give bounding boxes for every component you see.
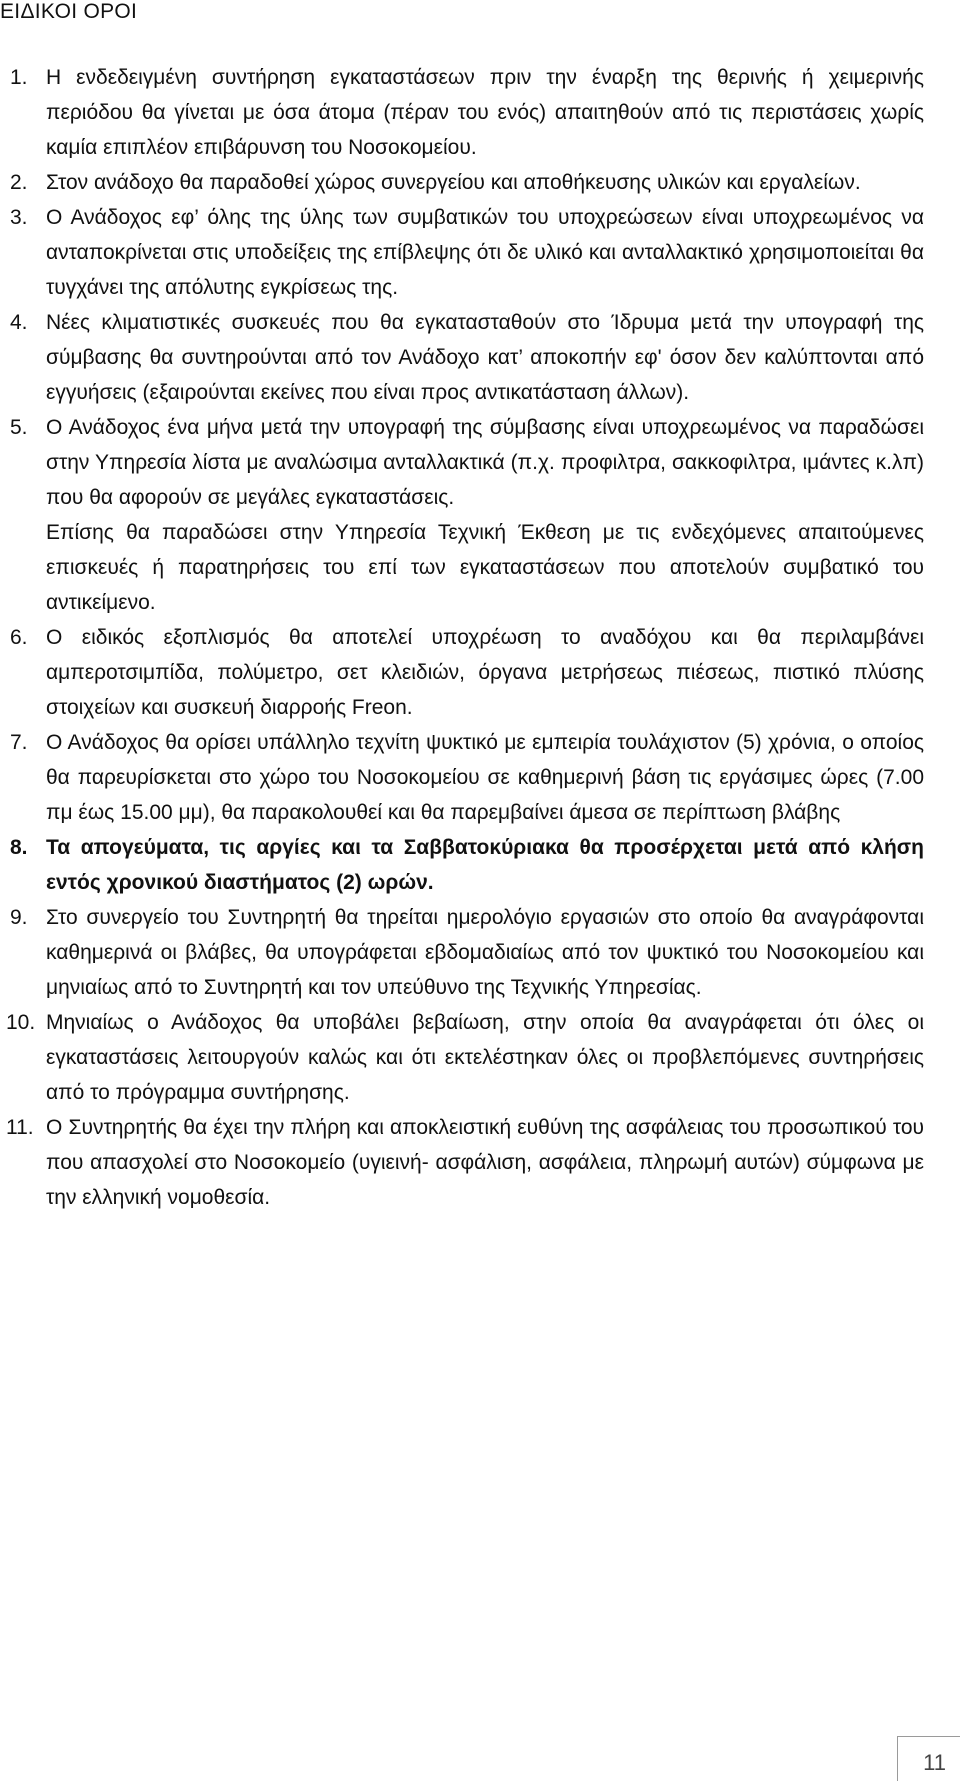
term-number: 4. <box>10 311 28 334</box>
term-number: 6. <box>10 626 28 649</box>
term-item <box>0 830 924 900</box>
term-item <box>0 620 924 725</box>
term-number: 1. <box>10 66 28 89</box>
term-item <box>0 900 924 1005</box>
term-paragraph: Επίσης θα παραδώσει στην Υπηρεσία Τεχνική Έκθεση με τις ενδεχόμενες απαιτούμενες επισκευές ή παρατηρήσεις του επί των εγκαταστάσεων που αποτελούν συμβατικό του αντικείμενο. <box>46 521 924 614</box>
term-paragraph: Ο Ανάδοχος θα ορίσει υπάλληλο τεχνίτη ψυκτικό με εμπειρία τουλάχιστον (5) χρόνια, ο οποίος θα παρευρίσκεται στο χώρο του Νοσοκομείου σε καθημερινή βάση τις εργάσιμες ώρες (7.00 πμ έως 15.00 μμ), θα παρακολουθεί και θα παρεμβαίνει άμεσα σε περίπτωση βλάβης <box>46 731 924 824</box>
term-number: 3. <box>10 206 28 229</box>
term-number: 11. <box>6 1116 34 1139</box>
term-item <box>0 305 924 410</box>
term-paragraph: Ο Συντηρητής θα έχει την πλήρη και αποκλειστική ευθύνη της ασφάλειας του προσωπικού του που απασχολεί στο Νοσοκομείο (υγιεινή- ασφάλιση, ασφάλεια, πληρωμή αυτών) σύμφωνα με την ελληνική νομοθεσία. <box>46 1116 924 1209</box>
term-number: 7. <box>10 731 28 754</box>
term-paragraph: Μηνιαίως ο Ανάδοχος θα υποβάλει βεβαίωση, στην οποία θα αναγράφεται ότι όλες οι εγκαταστάσεις λειτουργούν καλώς και ότι εκτελέστηκαν όλες οι προβλεπόμενες συντηρήσεις από το πρόγραμμα συντήρησης. <box>46 1011 924 1104</box>
term-number: 10. <box>6 1011 36 1034</box>
special-terms-list <box>0 60 924 1215</box>
term-item <box>0 165 924 200</box>
term-text <box>46 200 924 305</box>
term-item <box>0 410 924 620</box>
term-text <box>46 410 924 620</box>
term-text <box>46 165 924 200</box>
term-paragraph: Τα απογεύματα, τις αργίες και τα Σαββατοκύριακα θα προσέρχεται μετά από κλήση εντός χρονικού διαστήματος (2) ωρών. <box>46 836 924 894</box>
term-text <box>46 830 924 900</box>
term-text <box>46 305 924 410</box>
term-text <box>46 1110 924 1215</box>
term-text <box>46 60 924 165</box>
term-item <box>0 60 924 165</box>
term-number: 9. <box>10 906 28 929</box>
term-text <box>46 725 924 830</box>
term-text <box>46 1005 924 1110</box>
term-paragraph: Η ενδεδειγμένη συντήρηση εγκαταστάσεων πριν την έναρξη της θερινής ή χειμερινής περιόδου θα γίνεται με όσα άτομα (πέραν του ενός) απαιτηθούν από τις περιστάσεις χωρίς καμία επιπλέον επιβάρυνση του Νοσοκομείου. <box>46 66 924 159</box>
term-paragraph: Στο συνεργείο του Συντηρητή θα τηρείται ημερολόγιο εργασιών στο οποίο θα αναγράφονται καθημερινά οι βλάβες, θα υπογράφεται εβδομαδιαίως από τον ψυκτικό του Νοσοκομείου και μηνιαίως από το Συντηρητή και τον υπεύθυνο της Τεχνικής Υπηρεσίας. <box>46 906 924 999</box>
page-number: 11 <box>923 1750 946 1775</box>
term-item <box>0 1110 924 1215</box>
term-item <box>0 725 924 830</box>
term-item <box>0 1005 924 1110</box>
term-paragraph: Ο Ανάδοχος εφ’ όλης της ύλης των συμβατικών του υποχρεώσεων είναι υποχρεωμένος να ανταποκρίνεται στις υποδείξεις της επίβλεψης ότι δε υλικό και ανταλλακτικό χρησιμοποιείται θα τυγχάνει της απόλυτης εγκρίσεως της. <box>46 206 924 299</box>
term-item <box>0 200 924 305</box>
term-paragraph: Νέες κλιματιστικές συσκευές που θα εγκατασταθούν στο Ίδρυμα μετά την υπογραφή της σύμβασης θα συντηρούνται από τον Ανάδοχο κατ’ αποκοπήν εφ' όσον δεν καλύπτονται από εγγυήσεις (εξαιρούνται εκείνες που είναι προς αντικατάσταση άλλων). <box>46 311 924 404</box>
term-paragraph: Ο ειδικός εξοπλισμός θα αποτελεί υποχρέωση το αναδόχου και θα περιλαμβάνει αμπεροτσιμπίδα, πολύμετρο, σετ κλειδιών, όργανα μετρήσεως πιέσεως, πιστικό πλύσης στοιχείων και συσκευή διαρροής Freon. <box>46 626 924 719</box>
term-paragraph: Στον ανάδοχο θα παραδοθεί χώρος συνεργείου και αποθήκευσης υλικών και εργαλείων. <box>46 171 861 194</box>
term-paragraph: Ο Ανάδοχος ένα μήνα μετά την υπογραφή της σύμβασης είναι υποχρεωμένος να παραδώσει στην Υπηρεσία λίστα με αναλώσιμα ανταλλακτικά (π.χ. προφιλτρα, σακκοφιλτρα, ιμάντες κ.λπ) που θα αφορούν σε μεγάλες εγκαταστάσεις. <box>46 416 924 509</box>
term-text <box>46 900 924 1005</box>
term-number: 2. <box>10 171 28 194</box>
term-number: 8. <box>10 836 28 859</box>
term-number: 5. <box>10 416 28 439</box>
section-heading: ΕΙΔΙΚΟΙ ΟΡΟΙ <box>0 0 138 23</box>
term-text <box>46 620 924 725</box>
